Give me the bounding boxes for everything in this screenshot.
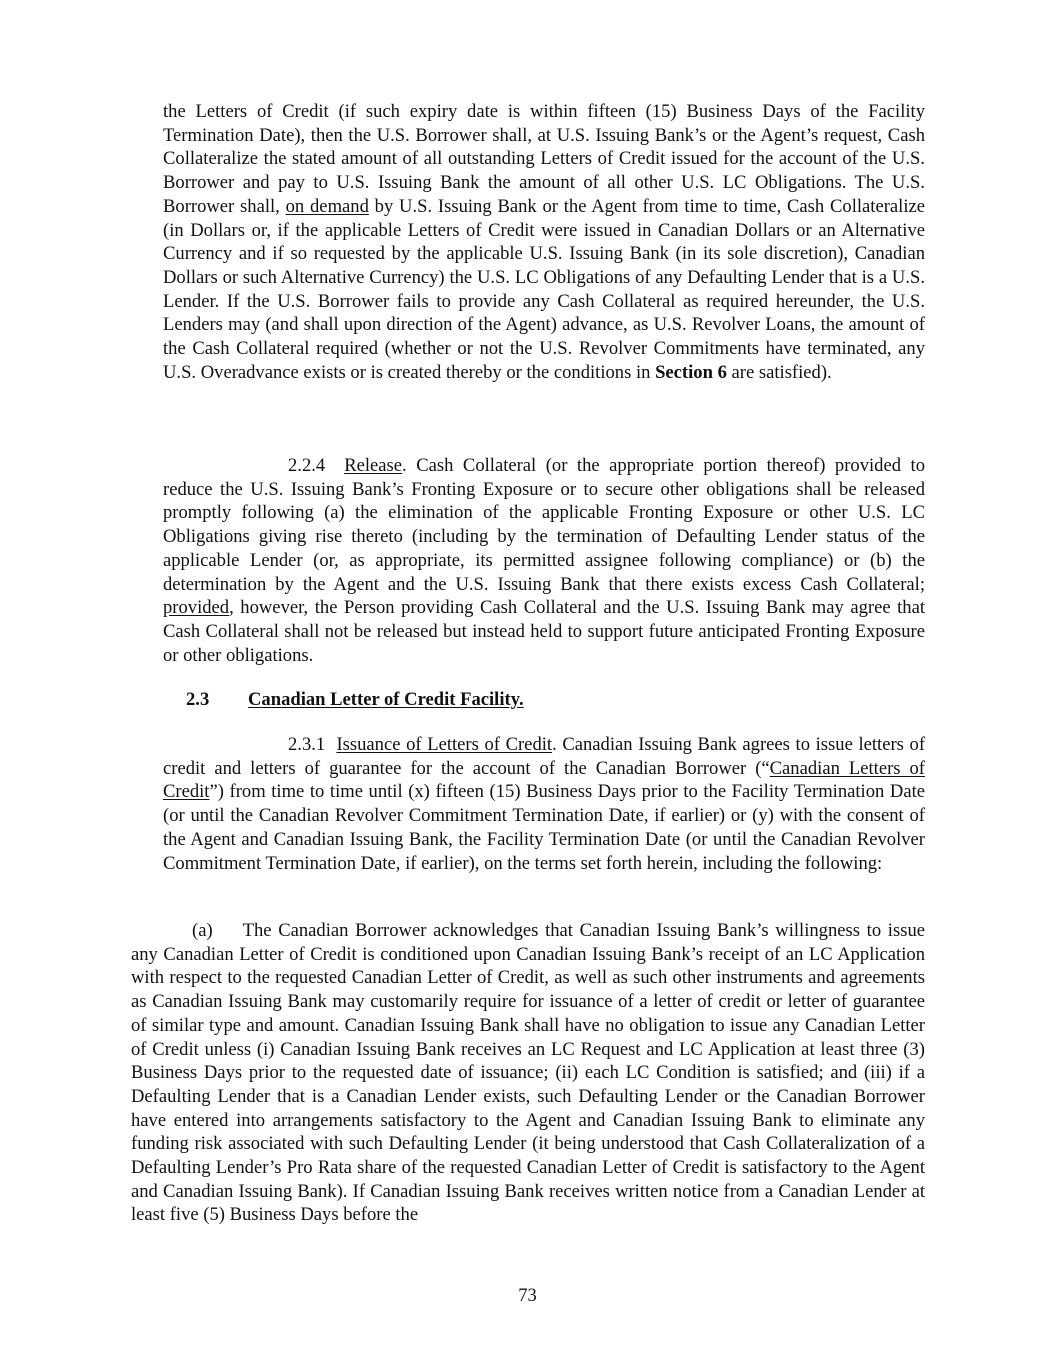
section-number: 2.2.4 — [288, 455, 326, 476]
underlined-term-provided: provided — [163, 597, 230, 619]
underlined-term-on-demand: on demand — [285, 195, 369, 217]
section-2-3-1-issuance — [163, 733, 925, 875]
section-number: 2.3.1 — [288, 734, 326, 755]
clause-label: (a) — [192, 920, 213, 941]
clause-a — [131, 919, 925, 1227]
heading-title: Canadian Letter of Credit Facility. — [248, 689, 524, 710]
section-2-2-4-release — [163, 454, 925, 667]
text-run: the Letters of Credit (if such expiry date is within fifteen (15) Business Days of the Facility Termination Date), then the U.S. Borrower shall, at U.S. Issuing Bank’s or the Agent’s request, Cash Collateralize the stated amount of all outstanding Letters of Credit issued for the account of the U.S. Borrower and pay to U.S. Issuing Bank the amount of all other U.S. LC Obligations. The U.S. Borrower shall, — [163, 101, 925, 217]
text-run: by U.S. Issuing Bank or the Agent from time to time, Cash Collateralize (in Dollars or, if the applicable Letters of Credit were issued in Canadian Dollars or an Alternative Currency and if so requested by the applicable U.S. Issuing Bank (in its sole discretion), Canadian Dollars or such Alternative Currency) the U.S. LC Obligations of any Defaulting Lender that is a U.S. Lender. If the U.S. Borrower fails to provide any Cash Collateral as required hereunder, the U.S. Lenders may (and shall upon direction of the Agent) advance, as U.S. Revolver Loans, the amount of the Cash Collateral required (whether or not the U.S. Revolver Commitments have terminated, any U.S. Overadvance exists or is created thereby or the conditions in — [163, 195, 925, 383]
page-number: 73 — [518, 1285, 537, 1306]
text-run: . Cash Collateral (or the appropriate portion thereof) provided to reduce the U.S. Issuing Bank’s Fronting Exposure or to secure other obligations shall be released promptly following (a) the elimination of the applicable Fronting Exposure or other U.S. LC Obligations giving rise thereto (including by the termination of Defaulting Lender status of the applicable Lender (or, as appropriate, its permitted assignee following compliance) or (b) the determination by the Agent and the U.S. Issuing Bank that there exists excess Cash Collateral; — [163, 455, 925, 595]
heading-number: 2.3 — [186, 689, 210, 710]
defined-term-canadian-letters-of-credit: Canadian Letters of Credit — [163, 757, 925, 803]
section-title-release: Release — [344, 455, 403, 476]
text-run: are satisfied). — [726, 361, 832, 383]
text-run: . Canadian Issuing Bank agrees to issue letters of credit and letters of guarantee for the account of the Canadian Borrower (“ — [163, 734, 926, 779]
text-run: ”) from time to time until (x) fifteen (15) Business Days prior to the Facility Termination Date (or until the Canadian Revolver Commitment Termination Date, if earlier) or (y) with the consent of the Agent and Canadian Issuing Bank, the Facility Termination Date (or until the Canadian Revolver Commitment Termination Date, if earlier), on the terms set forth herein, including the following: — [163, 781, 925, 874]
text-run: , however, the Person providing Cash Collateral and the U.S. Issuing Bank may agree that Cash Collateral shall not be released but instead held to support future anticipated Fronting Exposure or other obligations. — [163, 597, 925, 666]
clause-text: The Canadian Borrower acknowledges that Canadian Issuing Bank’s willingness to issue any Canadian Letter of Credit is conditioned upon Canadian Issuing Bank’s receipt of an LC Application with respect to the requested Canadian Letter of Credit, as well as such other instruments and agreements as Canadian Issuing Bank may customarily require for issuance of a letter of credit or letter of guarantee of similar type and amount. Canadian Issuing Bank shall have no obligation to issue any Canadian Letter of Credit unless (i) Canadian Issuing Bank receives an LC Request and LC Application at least three (3) Business Days prior to the requested date of issuance; (ii) each LC Condition is satisfied; and (iii) if a Defaulting Lender that is a Canadian Lender exists, such Defaulting Lender or the Canadian Borrower have entered into arrangements satisfactory to the Agent and Canadian Issuing Bank to eliminate any funding risk associated with such Defaulting Lender (it being understood that Cash Collateralization of a Defaulting Lender’s Pro Rata share of the requested Canadian Letter of Credit is satisfactory to the Agent and Canadian Issuing Bank). If Canadian Issuing Bank receives written notice from a Canadian Lender at least five (5) Business Days before the — [131, 920, 925, 1226]
section-heading-2-3 — [186, 688, 524, 712]
section-title-issuance: Issuance of Letters of Credit — [336, 734, 553, 755]
bold-reference-section-6: Section 6 — [655, 361, 727, 383]
paragraph-cash-collateral — [163, 100, 925, 384]
